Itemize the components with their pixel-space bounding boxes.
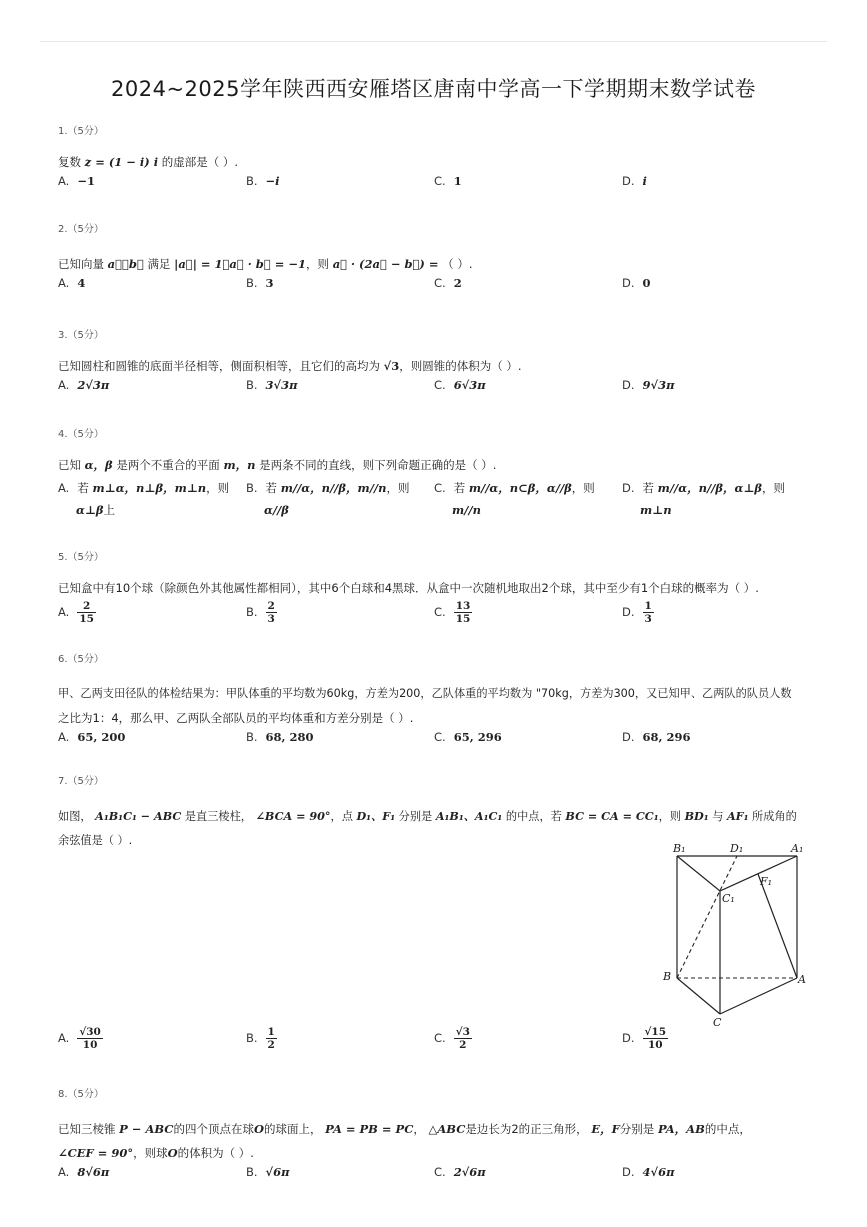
stem-text: （ ）. — [442, 257, 473, 271]
option-a[interactable] — [58, 600, 238, 625]
option-label: A. — [58, 605, 70, 619]
page-title: 2024~2025学年陕西西安雁塔区唐南中学高一下学期期末数学试卷 — [111, 77, 756, 101]
label-c1: C₁ — [722, 892, 735, 905]
fraction — [643, 1026, 669, 1051]
option-math: m⊥n — [640, 503, 672, 517]
option-value: 2√3π — [77, 378, 110, 392]
option-a[interactable] — [58, 477, 238, 521]
option-d[interactable] — [622, 174, 802, 188]
option-label: B. — [246, 174, 258, 188]
stem-line: 甲、乙两支田径队的体检结果为：甲队体重的平均数为60kg，方差为200，乙队体重的平均数为 "70kg，方差为300，又已知甲、乙两队的队员人数 — [58, 687, 792, 700]
fraction-denominator: 3 — [644, 613, 652, 625]
option-c[interactable] — [434, 1165, 614, 1179]
option-label: A. — [58, 1165, 70, 1179]
stem-math: PA = PB = PC — [325, 1122, 414, 1136]
stem-math: √3 — [383, 359, 400, 373]
option-c[interactable] — [434, 477, 614, 521]
fraction-denominator: 15 — [79, 613, 94, 625]
option-c[interactable] — [434, 174, 614, 188]
stem-text: 已知向量 — [58, 257, 104, 271]
option-value: 2 — [453, 276, 462, 290]
option-label: B. — [246, 1031, 258, 1045]
question-stem — [58, 354, 818, 378]
label-d1: D₁ — [730, 842, 744, 855]
label-f1: F₁ — [760, 875, 773, 888]
stem-text: 复数 — [58, 155, 81, 169]
option-label: A. — [58, 481, 70, 495]
stem-math: A₁B₁C₁ − ABC — [95, 809, 182, 823]
option-b[interactable] — [246, 174, 426, 188]
option-label: C. — [434, 378, 446, 392]
option-value: 65, 200 — [77, 730, 126, 744]
question-7-options — [58, 1026, 818, 1058]
label-b: B — [663, 970, 672, 983]
option-label: A. — [58, 378, 70, 392]
fraction-denominator: 15 — [455, 613, 471, 625]
fraction-numerator: 13 — [455, 600, 471, 612]
option-b[interactable] — [246, 600, 426, 625]
stem-text: ，则球 — [133, 1146, 168, 1160]
fraction — [77, 1026, 103, 1051]
option-math: α//β — [264, 503, 289, 517]
question-stem — [58, 150, 818, 174]
stem-text: 的中点， — [704, 1122, 751, 1136]
label-c: C — [713, 1016, 722, 1029]
question-head: 3.（5分） — [58, 330, 104, 341]
option-c[interactable] — [434, 378, 614, 392]
stem-text: 分别是 — [619, 1122, 655, 1136]
option-text: 若 — [642, 481, 655, 495]
fraction-numerator: √30 — [79, 1026, 101, 1038]
stem-math: O — [167, 1146, 178, 1160]
option-math: α⊥β — [76, 503, 104, 517]
stem-line — [58, 1141, 818, 1165]
question-stem — [58, 1117, 818, 1165]
stem-text: 已知圆柱和圆锥的底面半径相等，侧面积相等，且它们的高均为 — [58, 359, 380, 373]
question-1 — [58, 122, 818, 198]
stem-text: 如图， — [58, 810, 92, 823]
option-label: D. — [622, 276, 635, 290]
question-head: 5.（5分） — [58, 552, 104, 563]
option-label: A. — [58, 730, 70, 744]
option-text: 若 — [453, 481, 466, 495]
option-value: 0 — [642, 276, 651, 290]
question-head: 1.（5分） — [58, 126, 104, 137]
stem-math: a⃗，b⃗ — [107, 257, 144, 271]
fraction — [454, 600, 473, 625]
fraction — [266, 600, 277, 625]
stem-text: 是边长为2的正三角形， — [465, 1122, 588, 1136]
option-math: m⊥α，n⊥β，m⊥n — [92, 481, 207, 495]
option-b[interactable] — [246, 378, 426, 392]
stem-math: AF₁ — [726, 809, 749, 823]
edge-b1-c1 — [677, 856, 720, 891]
option-d[interactable] — [622, 730, 802, 744]
prism-diagram — [660, 838, 820, 1030]
segment-f1-a — [758, 874, 797, 978]
stem-text: ，则 — [658, 810, 681, 823]
option-label: D. — [622, 1165, 635, 1179]
question-2 — [58, 220, 818, 300]
question-8 — [58, 1085, 818, 1189]
question-stem — [58, 682, 818, 730]
option-math: m//n — [452, 503, 481, 517]
option-d[interactable] — [622, 276, 802, 290]
option-a[interactable] — [58, 1165, 238, 1179]
option-value: i — [642, 174, 647, 188]
fraction-numerator: 1 — [267, 1026, 275, 1038]
stem-math: O — [253, 1122, 264, 1136]
option-label: D. — [622, 378, 635, 392]
fraction-numerator: 2 — [77, 600, 96, 613]
fraction — [77, 600, 96, 625]
fraction — [454, 1026, 472, 1051]
question-4 — [58, 425, 818, 523]
option-text: 若 — [265, 481, 278, 495]
option-b[interactable] — [246, 477, 426, 521]
stem-text: 与 — [712, 810, 724, 823]
option-label: D. — [622, 605, 635, 619]
option-value: 2√6π — [453, 1165, 486, 1179]
option-label: C. — [434, 1165, 446, 1179]
option-b[interactable] — [246, 276, 426, 290]
question-head: 4.（5分） — [58, 429, 104, 440]
option-text: ，则 — [762, 481, 786, 495]
fraction-numerator: 2 — [267, 600, 275, 612]
option-value: −1 — [77, 174, 95, 188]
stem-text: 的体积为（ ）. — [177, 1146, 254, 1160]
stem-math: ∠CEF = 90° — [58, 1146, 134, 1160]
stem-math: m，n — [223, 458, 256, 472]
option-value: 4 — [77, 276, 86, 290]
fraction-denominator: 2 — [459, 1039, 467, 1051]
option-label: C. — [434, 1031, 446, 1045]
option-label: C. — [434, 481, 446, 495]
option-a[interactable] — [58, 730, 238, 744]
option-value: 65, 296 — [453, 730, 502, 744]
question-head: 8.（5分） — [58, 1089, 104, 1100]
stem-math: P − ABC — [119, 1122, 174, 1136]
option-label: B. — [246, 605, 258, 619]
stem-math: a⃗ · (2a⃗ − b⃗) = — [332, 257, 439, 271]
option-c[interactable] — [434, 276, 614, 290]
stem-text: 所成角的 — [752, 810, 797, 823]
question-3 — [58, 326, 818, 402]
question-5 — [58, 548, 818, 630]
fraction-numerator: 1 — [644, 600, 652, 612]
option-a[interactable] — [58, 276, 238, 290]
stem-math: A₁B₁、A₁C₁ — [435, 809, 503, 823]
option-c[interactable] — [434, 730, 614, 744]
question-head: 2.（5分） — [58, 224, 104, 235]
option-value: 68, 280 — [265, 730, 314, 744]
option-text: ，则 — [386, 481, 410, 495]
option-d[interactable] — [622, 1165, 802, 1179]
option-value: 3√3π — [265, 378, 298, 392]
stem-text: 已知 — [58, 458, 81, 472]
stem-text: 已知三棱锥 — [58, 1122, 116, 1136]
fraction-numerator: √3 — [455, 1026, 470, 1038]
options — [58, 378, 818, 402]
stem-text: 的四个顶点在球 — [173, 1122, 254, 1136]
options — [58, 600, 818, 630]
stem-math: PA，AB — [657, 1122, 705, 1136]
stem-math: E，F — [591, 1122, 620, 1136]
option-math: m//α，n⊂β，α//β — [468, 481, 572, 495]
option-label: B. — [246, 730, 258, 744]
edge-c1-a1 — [720, 856, 797, 891]
option-text: ，则 — [571, 481, 595, 495]
option-label: C. — [434, 174, 446, 188]
option-label: A. — [58, 276, 70, 290]
stem-math: |a⃗| = 1，a⃗ · b⃗ = −1 — [174, 257, 307, 271]
stem-line: 余弦值是（ ）. — [58, 834, 133, 847]
option-value: 3 — [265, 276, 274, 290]
options — [58, 174, 818, 198]
stem-math: ∠BCA = 90° — [255, 809, 331, 823]
options — [58, 276, 818, 300]
option-label: B. — [246, 1165, 258, 1179]
fraction-denominator: 10 — [82, 1039, 98, 1051]
stem-math: z = (1 − i) i — [84, 155, 159, 169]
option-text: 上 — [103, 503, 116, 517]
stem-math: α，β — [84, 458, 113, 472]
label-a: A — [798, 973, 806, 986]
fraction-denominator: 2 — [267, 1039, 275, 1051]
option-a[interactable] — [58, 174, 238, 188]
options — [58, 1165, 818, 1189]
question-stem — [58, 453, 818, 477]
options — [58, 1026, 818, 1058]
question-head: 6.（5分） — [58, 654, 104, 665]
option-value: 8√6π — [77, 1165, 110, 1179]
stem-text: ， — [413, 1122, 425, 1136]
option-value: 68, 296 — [642, 730, 691, 744]
fraction-numerator: √15 — [644, 1026, 667, 1038]
option-label: A. — [58, 1031, 70, 1045]
stem-text: 是直三棱柱， — [184, 810, 252, 823]
stem-math: BD₁ — [684, 809, 709, 823]
top-divider — [40, 41, 827, 42]
option-label: C. — [434, 605, 446, 619]
stem-text: 的球面上， — [264, 1122, 322, 1136]
question-stem: 已知盒中有10个球（除颜色外其他属性都相同），其中6个白球和4黑球．从盒中一次随机地取出2个球，其中至少有1个白球的概率为（ ）. — [58, 581, 759, 595]
fraction — [643, 600, 654, 625]
fraction — [266, 1026, 277, 1051]
option-a[interactable] — [58, 378, 238, 392]
prism-figure — [660, 838, 820, 1030]
question-6 — [58, 650, 818, 754]
option-d[interactable] — [622, 600, 802, 625]
stem-line — [58, 1117, 818, 1141]
stem-text: 分别是 — [398, 810, 433, 823]
option-value: 6√3π — [453, 378, 486, 392]
option-d[interactable] — [622, 477, 802, 521]
option-math: m//α，n//β，α⊥β — [657, 481, 763, 495]
option-c[interactable] — [434, 600, 614, 625]
fraction-denominator: 10 — [647, 1039, 663, 1051]
stem-math: △ABC — [428, 1122, 466, 1136]
option-b[interactable] — [246, 1026, 426, 1051]
stem-text: ，则圆锥的体积为（ ）. — [399, 359, 522, 373]
label-a1: A₁ — [791, 842, 804, 855]
option-value: 4√6π — [642, 1165, 675, 1179]
question-head: 7.（5分） — [58, 776, 104, 787]
option-b[interactable] — [246, 730, 426, 744]
option-label: B. — [246, 481, 258, 495]
stem-text: ，点 — [330, 810, 353, 823]
option-value: √6π — [265, 1165, 290, 1179]
fraction-denominator: 3 — [267, 613, 275, 625]
option-text: ，则 — [206, 481, 230, 495]
edge-c-a — [720, 978, 797, 1014]
options — [58, 730, 818, 754]
option-d[interactable] — [622, 378, 802, 392]
option-label: D. — [622, 174, 635, 188]
option-label: B. — [246, 378, 258, 392]
option-math: m//α，n//β，m//n — [280, 481, 387, 495]
option-d[interactable] — [622, 1026, 802, 1051]
options — [58, 477, 818, 523]
stem-text: 是两条不同的直线，则下列命题正确的是（ ）. — [259, 458, 497, 472]
option-label: C. — [434, 276, 446, 290]
option-label: D. — [622, 730, 635, 744]
option-a[interactable] — [58, 1026, 238, 1051]
question-stem — [58, 252, 818, 276]
option-label: A. — [58, 174, 70, 188]
edge-b-c — [677, 978, 720, 1014]
option-label: C. — [434, 730, 446, 744]
stem-text: 的中点，若 — [505, 810, 562, 823]
option-value: 1 — [453, 174, 462, 188]
option-label: D. — [622, 481, 635, 495]
stem-math: BC = CA = CC₁ — [565, 809, 659, 823]
stem-math: D₁、F₁ — [356, 809, 396, 823]
hidden-segment-b-d1 — [677, 856, 737, 978]
option-label: B. — [246, 276, 258, 290]
option-label: D. — [622, 1031, 635, 1045]
option-b[interactable] — [246, 1165, 426, 1179]
option-value: −i — [265, 174, 280, 188]
stem-text: ，则 — [306, 257, 330, 271]
stem-text: 满足 — [147, 257, 171, 271]
stem-text: 是两个不重合的平面 — [116, 458, 220, 472]
stem-line: 之比为1：4，那么甲、乙两队全部队员的平均体重和方差分别是（ ）. — [58, 711, 414, 725]
label-b1: B₁ — [673, 842, 686, 855]
option-text: 若 — [77, 481, 89, 495]
option-value: 9√3π — [642, 378, 675, 392]
option-c[interactable] — [434, 1026, 614, 1051]
stem-text: 的虚部是（ ）. — [161, 155, 239, 169]
